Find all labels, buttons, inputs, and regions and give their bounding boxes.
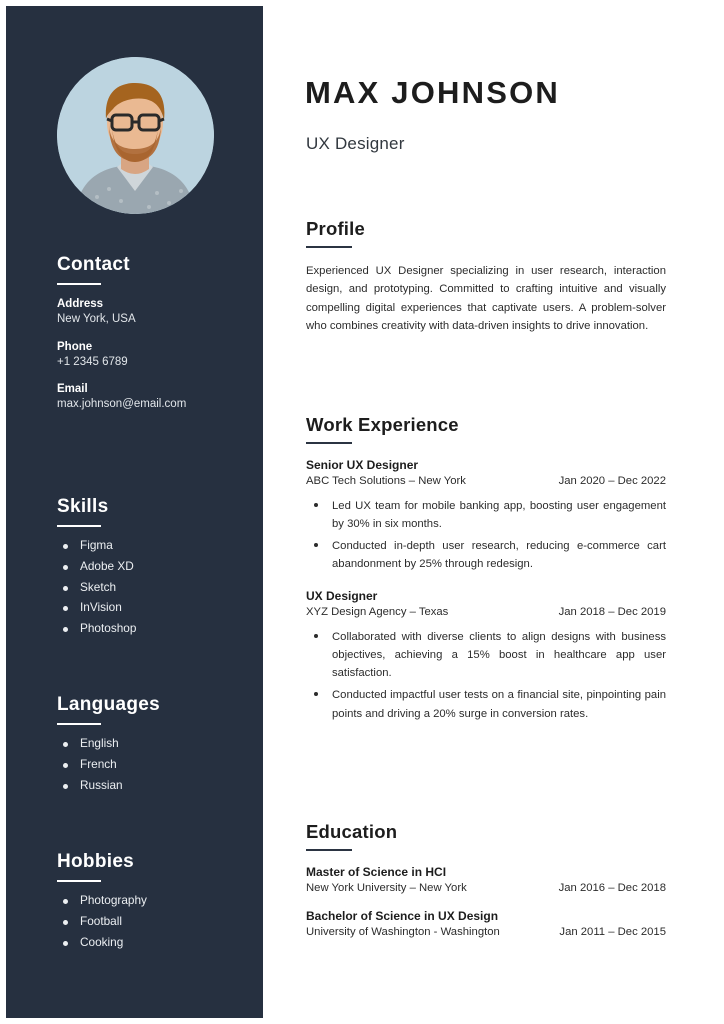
section-profile	[306, 218, 666, 335]
list-item: Led UX team for mobile banking app, boosting user engagement by 30% in six months.	[306, 497, 666, 533]
education-school: University of Washington - Washington	[306, 926, 500, 938]
education-dates: Jan 2011 – Dec 2015	[559, 926, 666, 938]
list-item: Collaborated with diverse clients to align designs with business objectives, achieving a 15% boost in healthcare app user satisfaction.	[306, 628, 666, 682]
contact-address-label: Address	[57, 298, 104, 310]
list-item: Cooking	[57, 937, 237, 949]
hobbies-heading: Hobbies	[57, 851, 135, 872]
education-dates: Jan 2016 – Dec 2018	[558, 882, 666, 894]
contact-phone-label: Phone	[57, 340, 93, 353]
list-item: English	[57, 738, 237, 750]
list-item: Figma	[57, 540, 237, 552]
education-item	[306, 865, 666, 894]
contact-item-address	[57, 298, 237, 328]
list-item: InVision	[57, 602, 237, 614]
section-education	[306, 821, 666, 953]
languages-heading: Languages	[57, 694, 160, 715]
job-meta	[306, 606, 666, 618]
languages-list	[57, 738, 237, 791]
list-item: Conducted in-depth user research, reducing e-commerce cart abandonment by 25% through redesign.	[306, 537, 666, 573]
contact-phone-value: +1 2345 6789	[57, 355, 128, 368]
list-item: Adobe XD	[57, 561, 237, 573]
job-bullets	[306, 628, 666, 722]
languages-rule	[57, 723, 101, 725]
work-heading: Work Experience	[306, 414, 459, 435]
sidebar-section-hobbies	[57, 851, 237, 957]
contact-address-value: New York, USA	[57, 313, 136, 325]
skills-rule	[57, 525, 101, 527]
job-dates: Jan 2018 – Dec 2019	[558, 606, 666, 619]
profile-heading: Profile	[306, 218, 365, 239]
education-heading: Education	[306, 821, 398, 842]
education-meta	[306, 926, 666, 938]
sidebar	[6, 6, 263, 1018]
section-work-experience	[306, 414, 666, 739]
education-item	[306, 909, 666, 938]
avatar	[57, 57, 214, 214]
work-item	[306, 458, 666, 573]
job-title: UX Designer	[306, 589, 378, 604]
education-meta	[306, 882, 666, 894]
education-rule	[306, 849, 352, 851]
contact-item-email	[57, 383, 237, 413]
job-role-subtitle: UX Designer	[306, 134, 405, 153]
list-item: Sketch	[57, 582, 237, 594]
list-item: Conducted impactful user tests on a financial site, pinpointing pain points and driving a 20% surge in conversion rates.	[306, 686, 666, 722]
page-title: MAX JOHNSON	[305, 75, 561, 110]
contact-email-label: Email	[57, 383, 88, 396]
list-item: Russian	[57, 780, 237, 792]
sidebar-section-languages	[57, 694, 237, 800]
skills-heading: Skills	[57, 496, 109, 517]
avatar-photo-icon	[57, 57, 214, 214]
hobbies-rule	[57, 880, 101, 882]
contact-heading: Contact	[57, 254, 130, 275]
skills-list	[57, 540, 237, 635]
profile-text: Experienced UX Designer specializing in user research, interaction design, and prototyping. Committed to crafting intuitive and visually compelling digital experiences that captivate users. A problem-solver who combines creativity with data-driven insights to drive innovation.	[306, 265, 666, 332]
education-school: New York University – New York	[306, 882, 467, 894]
education-degree: Bachelor of Science in UX Design	[306, 909, 499, 923]
job-meta	[306, 475, 666, 487]
sidebar-section-skills	[57, 496, 237, 644]
profile-rule	[306, 246, 352, 248]
list-item: Football	[57, 916, 237, 928]
job-dates: Jan 2020 – Dec 2022	[558, 475, 666, 487]
main-content	[263, 6, 718, 1018]
job-title: Senior UX Designer	[306, 458, 419, 472]
list-item: Photoshop	[57, 623, 237, 635]
job-company: ABC Tech Solutions – New York	[306, 475, 466, 487]
work-rule	[306, 442, 352, 444]
list-item: French	[57, 759, 237, 771]
contact-rule	[57, 283, 101, 285]
contact-item-phone	[57, 341, 237, 371]
sidebar-section-contact	[57, 254, 237, 426]
education-degree: Master of Science in HCI	[306, 865, 447, 879]
hobbies-list	[57, 895, 237, 948]
job-company: XYZ Design Agency – Texas	[306, 606, 449, 619]
list-item: Photography	[57, 895, 237, 907]
contact-email-value: max.johnson@email.com	[57, 398, 187, 411]
job-bullets	[306, 497, 666, 573]
work-item	[306, 589, 666, 722]
